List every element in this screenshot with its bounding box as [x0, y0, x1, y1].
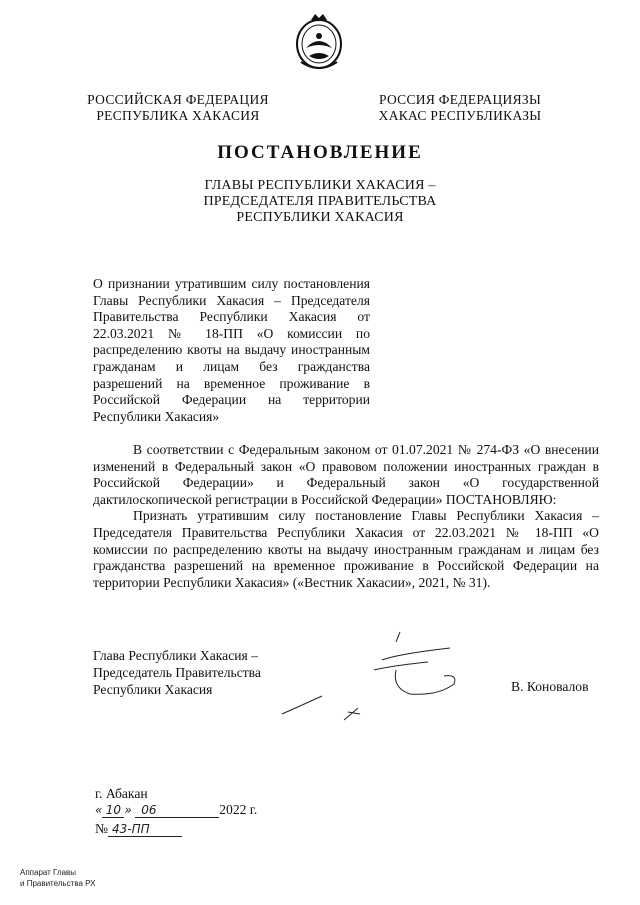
signatory-position-line-3: Республики Хакасия — [93, 682, 213, 697]
document-number — [95, 821, 182, 839]
signatory-name: В. Коновалов — [511, 679, 589, 694]
body-paragraph-2: Признать утратившим силу постановление Главы Республики Хакасия – Председателя Правительства Республики Хакасия от 22.03.2021 № 18-ПП «О комиссии по распределению квоты на выдачу иностранным гражданам и лицам без гражданства разрешений на временное проживание в Российской Федерации на территории Республики Хакасия» («Вестник Хакасии», 2021, № 31). — [93, 508, 599, 590]
date-day: 10 — [102, 803, 124, 818]
header-left-line-2: РЕСПУБЛИКА ХАКАСИЯ — [96, 108, 260, 123]
issue-date — [95, 802, 295, 820]
stamp-line-2: и Правительства РХ — [20, 879, 96, 888]
subtitle-line-1: ГЛАВЫ РЕСПУБЛИКИ ХАКАСИЯ – — [204, 178, 436, 193]
number-value: 43-ПП — [108, 822, 182, 837]
coat-of-arms-emblem — [291, 12, 347, 72]
document-title: ПОСТАНОВЛЕНИЕ — [217, 142, 423, 163]
place-of-issue: г. Абакан — [95, 786, 148, 801]
handwritten-signature — [278, 630, 468, 730]
number-prefix: № — [95, 821, 108, 836]
header-right — [370, 92, 550, 124]
subtitle-line-2: ПРЕДСЕДАТЕЛЯ ПРАВИТЕЛЬСТВА — [203, 194, 437, 209]
signatory-position-line-1: Глава Республики Хакасия – — [93, 648, 258, 663]
body-paragraph-1: В соответствии с Федеральным законом от 01.07.2021 № 274-ФЗ «О внесении изменений в Федеральный закон «О правовом положении иностранных граждан в Российской Федерации» и Федеральный закон «О государственной дактилоскопической регистрации в Российской Федерации» ПОСТАНОВЛЯЮ: — [93, 442, 599, 507]
stamp-line-1: Аппарат Главы — [20, 868, 77, 877]
header-left-line-1: РОССИЙСКАЯ ФЕДЕРАЦИЯ — [87, 92, 269, 107]
date-year: 2022 г. — [219, 802, 258, 817]
date-close-quote: » — [124, 803, 132, 817]
document-body — [93, 442, 599, 591]
header-right-line-1: РОССИЯ ФЕДЕРАЦИЯЗЫ — [378, 92, 542, 107]
document-subtitle — [120, 178, 520, 226]
subtitle-line-3: РЕСПУБЛИКИ ХАКАСИЯ — [236, 210, 404, 225]
signatory-position — [93, 647, 261, 698]
office-stamp — [20, 867, 95, 889]
date-open-quote: « — [95, 803, 103, 817]
document-subject: О признании утратившим силу постановления Главы Республики Хакасия – Председателя Правительства Республики Хакасия от 22.03.2021 № 18-ПП «О комиссии по распределению квоты на выдачу иностранным гражданам и лицам без гражданства разрешений на временное проживание в Российской Федерации на территории Республики Хакасия» — [93, 276, 370, 424]
header-left — [78, 92, 278, 124]
header-right-line-2: ХАКАС РЕСПУБЛИКАЗЫ — [378, 108, 542, 123]
date-month: 06 — [135, 803, 219, 818]
signatory-position-line-2: Председатель Правительства — [93, 665, 261, 680]
